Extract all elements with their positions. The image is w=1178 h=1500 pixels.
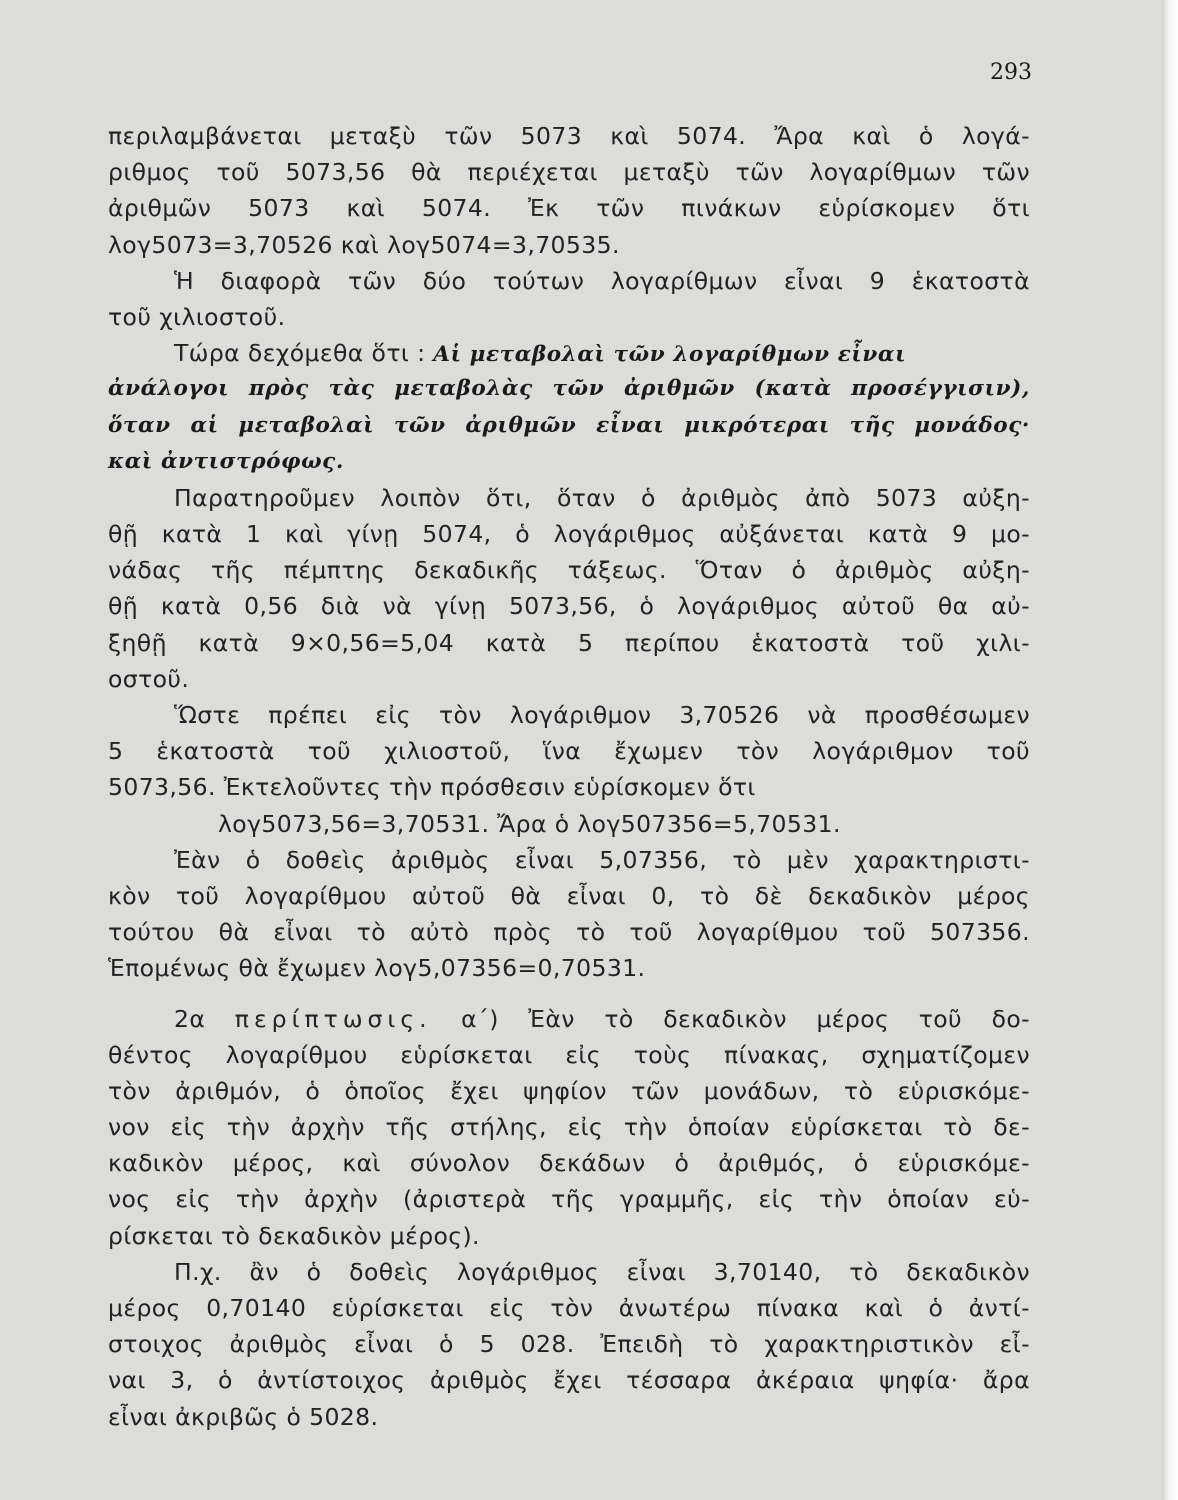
text-line: ναι 3, ὁ ἀντίστοιχος ἀριθμὸς ἔχει τέσσαρα ἀκέραια ψηφία· ἄρα: [108, 1366, 1030, 1395]
text-line: νον εἰς τὴν ἀρχὴν τῆς στήλης, εἰς τὴν ὁποίαν εὑρίσκεται τὸ δε-: [108, 1113, 1030, 1142]
emphasized-rule-line: ἀνάλογοι πρὸς τὰς μεταβολὰς τῶν ἀριθμῶν (κατὰ προσέγγισιν),: [108, 376, 1030, 402]
case-number: 2α: [174, 1004, 206, 1033]
text-line: ριθμος τοῦ 5073,56 θὰ περιέχεται μεταξὺ τῶν λογαρίθμων τῶν: [108, 158, 1030, 187]
text-line: εἶναι ἀκριβῶς ὁ 5028.: [108, 1402, 379, 1431]
text-line: Ἡ διαφορὰ τῶν δύο τούτων λογαρίθμων εἶναι 9 ἑκατοστὰ: [174, 266, 1030, 295]
text-line: τὸν ἀριθμόν, ὁ ὁποῖος ἔχει ψηφίον τῶν μονάδων, τὸ εὑρισκόμε-: [108, 1076, 1030, 1105]
intro-phrase: Τώρα δεχόμεθα ὅτι :: [174, 339, 426, 368]
emphasized-rule-line: καὶ ἀντιστρόφως.: [108, 448, 344, 474]
case-heading: περίπτωσις.: [234, 1004, 432, 1033]
text-line: 5 ἑκατοστὰ τοῦ χιλιοστοῦ, ἵνα ἔχωμεν τὸν λογάριθμον τοῦ: [108, 737, 1030, 766]
text-line: οστοῦ.: [108, 664, 190, 693]
page-edge: [1162, 0, 1178, 1500]
text-line: μέρος 0,70140 εὑρίσκεται εἰς τὸν ἀνωτέρω πίνακα καὶ ὁ ἀντί-: [108, 1294, 1030, 1322]
text-line: 5073,56. Ἐκτελοῦντες τὴν πρόσθεσιν εὑρίσκομεν ὅτι: [108, 773, 756, 802]
text-line: ξηθῇ κατὰ 9×0,56=5,04 κατὰ 5 περίπου ἑκατοστὰ τοῦ χιλι-: [108, 628, 1030, 657]
text-line: θῇ κατὰ 0,56 διὰ νὰ γίνῃ 5073,56, ὁ λογάριθμος αὐτοῦ θα αὐ-: [108, 592, 1030, 621]
text-line: Ὥστε πρέπει εἰς τὸν λογάριθμον 3,70526 νὰ προσθέσωμεν: [174, 701, 1030, 729]
text-line: τούτου θὰ εἶναι τὸ αὐτὸ πρὸς τὸ τοῦ λογαρίθμου τοῦ 507356.: [108, 918, 1030, 947]
text-line: Π.χ. ἂν ὁ δοθεὶς λογάριθμος εἶναι 3,70140, τὸ δεκαδικὸν: [174, 1257, 1030, 1286]
case-heading-line: [108, 1001, 1030, 1037]
text-line: καδικὸν μέρος, καὶ σύνολον δεκάδων ὁ ἀριθμός, ὁ εὑρισκόμε-: [108, 1149, 1030, 1178]
text-line: Παρατηροῦμεν λοιπὸν ὅτι, ὅταν ὁ ἀριθμὸς ἀπὸ 5073 αὐξη-: [174, 483, 1030, 512]
text-line: Ἑπομένως θὰ ἔχωμεν λογ5,07356=0,70531.: [108, 954, 646, 983]
text-line: στοιχος ἀριθμὸς εἶναι ὁ 5 028. Ἐπειδὴ τὸ χαρακτηριστικὸν εἶ-: [108, 1330, 1030, 1359]
text-line: [108, 335, 1030, 371]
text-line: νος εἰς τὴν ἀρχὴν (ἀριστερὰ τῆς γραμμῆς, εἰς τὴν ὁποίαν εὑ-: [108, 1185, 1030, 1214]
text-line: περιλαμβάνεται μεταξὺ τῶν 5073 καὶ 5074. Ἄρα καὶ ὁ λογά-: [108, 122, 1030, 150]
text-line: κὸν τοῦ λογαρίθμου αὐτοῦ θὰ εἶναι 0, τὸ δὲ δεκαδικὸν μέρος: [108, 881, 1030, 910]
text-line: τοῦ χιλιοστοῦ.: [108, 302, 286, 331]
text-line: ἀριθμῶν 5073 καὶ 5074. Ἐκ τῶν πινάκων εὑρίσκομεν ὅτι: [108, 194, 1030, 223]
text-line: θῇ κατὰ 1 καὶ γίνῃ 5074, ὁ λογάριθμος αὐξάνεται κατὰ 9 μο-: [108, 520, 1030, 549]
text-line: Ἐὰν ὁ δοθεὶς ἀριθμὸς εἶναι 5,07356, τὸ μὲν χαρακτηριστι-: [174, 845, 1030, 874]
formula-line: λογ5073,56=3,70531. Ἄρα ὁ λογ507356=5,70531.: [218, 809, 841, 838]
case-text: α΄) Ἐὰν τὸ δεκαδικὸν μέρος τοῦ δο-: [461, 1004, 1031, 1033]
text-line: θέντος λογαρίθμου εὑρίσκεται εἰς τοὺς πίνακας, σχηματίζομεν: [108, 1040, 1030, 1069]
text-line: λογ5073=3,70526 καὶ λογ5074=3,70535.: [108, 230, 620, 259]
body-text: [108, 118, 1030, 1435]
page-number: 293: [990, 60, 1032, 85]
emphasized-rule-line: ὅταν αἱ μεταβολαὶ τῶν ἀριθμῶν εἶναι μικρότεραι τῆς μονάδος·: [108, 412, 1030, 438]
emphasized-rule: Αἱ μεταβολαὶ τῶν λογαρίθμων εἶναι: [433, 342, 907, 368]
text-line: νάδας τῆς πέμπτης δεκαδικῆς τάξεως. Ὅταν ὁ ἀριθμὸς αὐξη-: [108, 556, 1030, 585]
text-line: ρίσκεται τὸ δεκαδικὸν μέρος).: [108, 1221, 480, 1250]
